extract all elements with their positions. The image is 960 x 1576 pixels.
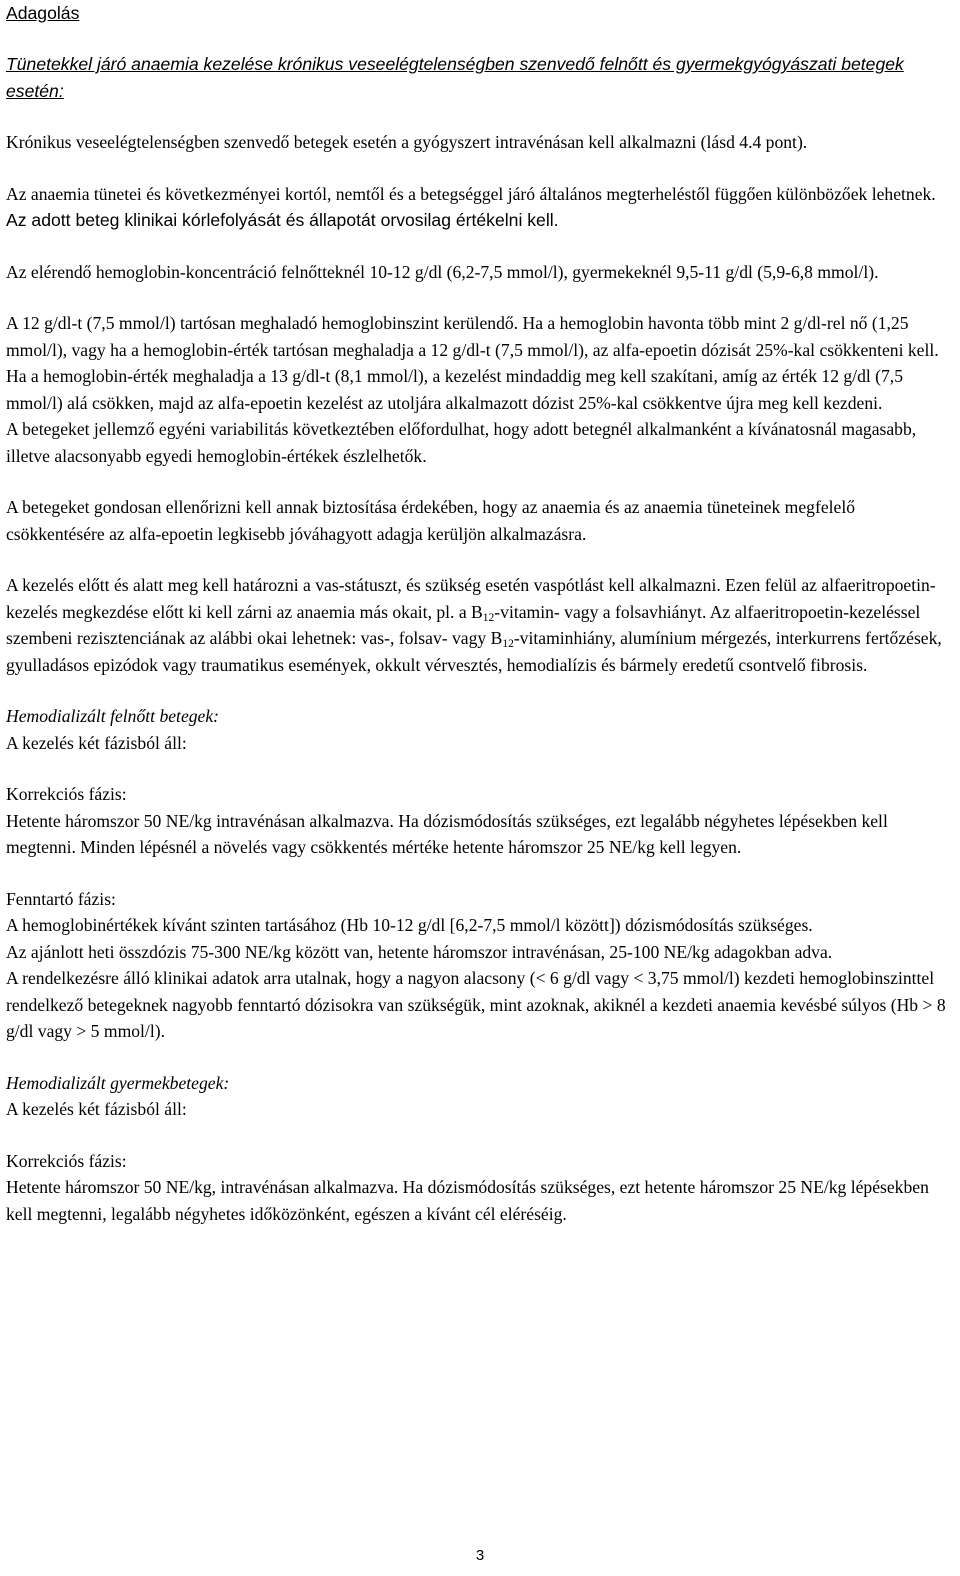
paragraph-weekly-dose: Az ajánlott heti összdózis 75-300 NE/kg között van, hetente háromszor intravénásan, 25-100 NE/kg adagokban adva. xyxy=(6,941,833,962)
paragraph-monitoring: A betegeket gondosan ellenőrizni kell annak biztosítása érdekében, hogy az anaemia és az anaemia tüneteinek megfelelő csökkentésére az alfa-epoetin legkisebb jóváhagyott adagja kerüljön alkalmazásra. xyxy=(6,497,856,544)
paragraph-iron-status-text-2: -vitamin- vagy a folsavhiányt. Az alfaeritropoetin-kezeléssel szembeni rezisztenciának az alábbi okai lehetnek: vas-, folsav- vagy B xyxy=(6,601,921,648)
paragraph-symptoms xyxy=(6,181,954,234)
phase-label-correction-adults: Korrekciós fázis: xyxy=(6,784,127,804)
paragraph-variability: A betegeket jellemző egyéni variabilitás következtében előfordulhat, hogy adott betegnél alkalmanként a kívánatosnál magasabb, illetve alacsonyabb egyedi hemoglobin-értékek észlelhetők. xyxy=(6,419,917,466)
paragraph-clinical-data: A rendelkezésre álló klinikai adatok arra utalnak, hogy a nagyon alacsony (< 6 g/dl vagy < 3,75 mmol/l) kezdeti hemoglobinszinttel rendelkező betegeknek nagyobb fenntartó dózisokra van szükségük, mint azoknak, akiknél a kezdeti anaemia kevésbé súlyos (Hb > 8 g/dl vagy > 5 mmol/l). xyxy=(6,968,946,1041)
subsection-title-children: Hemodializált gyermekbetegek: xyxy=(6,1072,230,1093)
page-number: 3 xyxy=(475,1547,485,1564)
section-heading: Adagolás xyxy=(6,3,80,23)
paragraph-symptoms-text-2: Az adott beteg klinikai kórlefolyását és állapotát orvosilag értékelni kell. xyxy=(6,210,559,230)
document-page xyxy=(6,0,954,1227)
paragraph-dose-adjustment-text-1: A 12 g/dl-t (7,5 mmol/l) tartósan meghaladó hemoglobinszint kerülendő. xyxy=(6,313,519,333)
paragraph-dose-adjustment xyxy=(6,310,954,416)
paragraph-iron-status-text-1: A kezelés előtt és alatt meg kell határozni a vas-státuszt, és szükség esetén vaspótlást kell alkalmazni. Ezen felül az alfaeritropoetin-kezelés megkezdése előtt ki kell zárni az anaemia más okait, pl. a B xyxy=(6,575,936,622)
phase-label-maintenance-adults: Fenntartó fázis: xyxy=(6,888,116,909)
paragraph-iron-status-text-3: -vitaminhiány, alumínium mérgezés, interkurrens fertőzések, gyulladásos epizódok vagy traumatikus események, okkult vérvesztés, hemodialízis és bármely eredetű csontvelő fibrosis. xyxy=(6,628,942,675)
paragraph-correction-dose-children: Hetente háromszor 50 NE/kg, intravénásan alkalmazva. Ha dózismódosítás szükséges, ezt hetente háromszor 25 NE/kg lépésekben kell megtenni, legalább négyhetes időközönként, egészen a kívánt cél eléréséig. xyxy=(6,1177,929,1224)
paragraph-dose-adjustment-text-2: Ha a hemoglobin havonta több mint 2 g/dl-rel nő (1,25 mmol/l), vagy ha a hemoglobin-érték tartósan meghaladja a 12 g/dl-t (7,5 mmol/l), az alfa-epoetin dózisát 25%-kal csökkenteni kell. xyxy=(6,313,939,360)
subsection-title-adults: Hemodializált felnőtt betegek: xyxy=(6,706,220,726)
subsection-title-anaemia: Tünetekkel járó anaemia kezelése krónikus veseelégtelenségben szenvedő felnőtt és gyermekgyógyászati betegek esetén: xyxy=(6,54,904,101)
paragraph-target-hemoglobin: Az elérendő hemoglobin-koncentráció felnőtteknél 10-12 g/dl (6,2-7,5 mmol/l), gyermekeknél 9,5-11 g/dl (5,9-6,8 mmol/l). xyxy=(6,261,879,282)
paragraph-two-phases-children: A kezelés két fázisból áll: xyxy=(6,1099,187,1119)
subscript-12: 12 xyxy=(482,611,495,624)
paragraph-correction-dose-adults: Hetente háromszor 50 NE/kg intravénásan alkalmazva. Ha dózismódosítás szükséges, ezt legalább négyhetes lépésekben kell megtenni. Minden lépésnél a növelés vagy csökkentés mértéke hetente háromszor 25 NE/kg kell legyen. xyxy=(6,810,888,857)
paragraph-iron-status xyxy=(6,572,954,678)
paragraph-two-phases-adults: A kezelés két fázisból áll: xyxy=(6,732,187,753)
paragraph-symptoms-text-1: Az anaemia tünetei és következményei kortól, nemtől és a betegséggel járó általános megterheléstől függően különbözőek lehetnek. xyxy=(6,183,936,204)
paragraph-dose-adjustment-text-3: Ha a hemoglobin-érték meghaladja a 13 g/dl-t (8,1 mmol/l), a kezelést mindaddig meg kell szakítani, amíg az érték 12 g/dl (7,5 mmol/l) alá csökken, majd az alfa-epoetin kezelést az utoljára alkalmazott dózist 25%-kal csökkentve újra meg kell kezdeni. xyxy=(6,366,904,413)
paragraph-iv-administration: Krónikus veseelégtelenségben szenvedő betegek esetén a gyógyszert intravénásan kell alkalmazni (lásd 4.4 pont). xyxy=(6,132,808,152)
phase-label-correction-children: Korrekciós fázis: xyxy=(6,1150,127,1171)
paragraph-maintenance-target: A hemoglobinértékek kívánt szinten tartásához (Hb 10-12 g/dl [6,2-7,5 mmol/l között]) dózismódosítás szükséges. xyxy=(6,915,813,935)
subscript-12: 12 xyxy=(502,638,514,650)
